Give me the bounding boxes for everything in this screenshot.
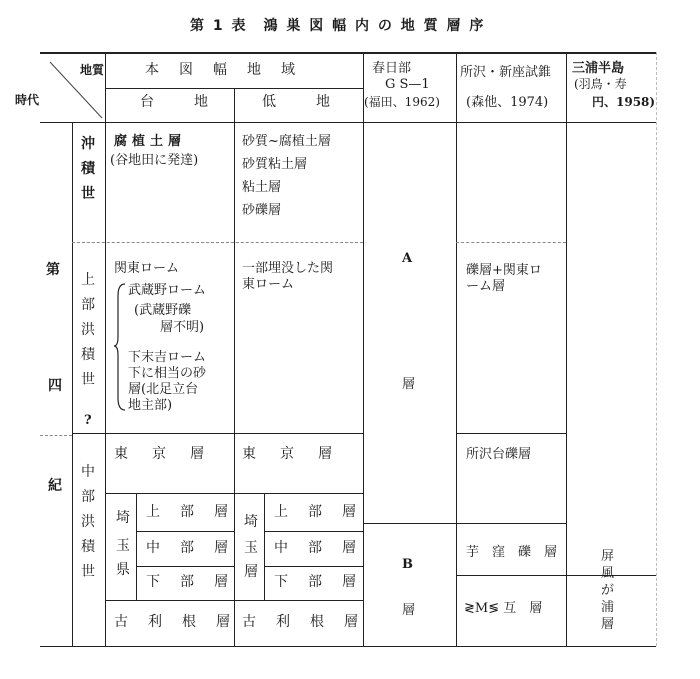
upper-teichi-2: 東ローム bbox=[242, 277, 295, 292]
middle-imokubo: 芋 窪 礫 層 bbox=[466, 545, 558, 560]
saitama-ken-1: 埼 bbox=[116, 510, 130, 526]
header-tokorozawa-1: 所沢・新座試錐 bbox=[460, 65, 552, 80]
kasukabe-a: A bbox=[402, 251, 413, 266]
epoch-joubu: 上部洪積世 bbox=[81, 272, 95, 388]
middle-joubu-teichi: 上 部 層 bbox=[274, 504, 359, 520]
header-daichi: 台 地 bbox=[140, 94, 212, 110]
saitama-ken-3: 県 bbox=[116, 562, 130, 578]
saitama-ken-2: 玉 bbox=[116, 538, 130, 554]
header-chishitsu: 地質 bbox=[80, 63, 105, 77]
header-kasukabe-2: G S—1 bbox=[385, 77, 430, 92]
header-miura-1: 三浦半島 bbox=[572, 61, 625, 76]
saitama-so-1: 埼 bbox=[244, 514, 258, 530]
middle-tokyo-daichi: 東 京 層 bbox=[114, 446, 209, 462]
middle-m-tagai: ≷M≶ 互 層 bbox=[464, 601, 543, 616]
epoch-chubu: 中部洪積世 bbox=[81, 464, 95, 580]
header-miura-3: 円、1958) bbox=[592, 95, 656, 109]
middle-kabu-daichi: 下 部 層 bbox=[146, 574, 231, 590]
kasukabe-b: B bbox=[402, 557, 413, 572]
middle-tone-daichi: 古 利 根 層 bbox=[114, 614, 233, 630]
upper-daichi-7: 層(北足立台 bbox=[128, 382, 199, 397]
middle-tone-teichi: 古 利 根 層 bbox=[242, 614, 361, 630]
middle-kabu-teichi: 下 部 層 bbox=[274, 574, 359, 590]
saitama-so-3: 層 bbox=[244, 564, 258, 580]
saitama-so-2: 玉 bbox=[244, 540, 258, 556]
table-title: 第 1 表 鴻 巣 図 幅 内 の 地 質 層 序 bbox=[190, 18, 486, 34]
header-kasukabe-1: 春日部 bbox=[372, 61, 412, 76]
epoch-chuseki: 沖積世 bbox=[81, 136, 95, 202]
header-tokorozawa-2: (森他、1974) bbox=[466, 95, 549, 110]
upper-teichi-1: 一部埋没した関 bbox=[242, 261, 334, 276]
middle-chubu-daichi: 中 部 層 bbox=[146, 540, 231, 556]
upper-daichi-1: 関東ローム bbox=[114, 261, 180, 276]
upper-daichi-4: 層不明) bbox=[160, 320, 205, 335]
middle-tokyo-teichi: 東 京 層 bbox=[242, 446, 337, 462]
header-kasukabe-3: (福田、1962) bbox=[364, 95, 440, 109]
header-miura-2: (羽鳥・寿 bbox=[574, 77, 627, 91]
alluvium-daichi-2: (谷地田に発達) bbox=[110, 153, 199, 168]
middle-byobu: 屏風が浦層 bbox=[600, 549, 614, 632]
alluvium-teichi-4: 砂礫層 bbox=[242, 203, 282, 218]
upper-daichi-2: 武蔵野ローム bbox=[128, 283, 207, 298]
upper-daichi-6: 下に相当の砂 bbox=[128, 366, 207, 381]
header-honzu: 本 図 幅 地 域 bbox=[145, 62, 298, 78]
era-ki: 紀 bbox=[48, 478, 62, 494]
bracket-icon bbox=[113, 282, 127, 412]
header-teichi: 低 地 bbox=[262, 94, 334, 110]
header-jidai: 時代 bbox=[15, 93, 40, 107]
middle-joubu-daichi: 上 部 層 bbox=[146, 504, 231, 520]
epoch-question: ? bbox=[84, 413, 92, 428]
middle-tokorozawa-dai: 所沢台礫層 bbox=[466, 447, 532, 462]
alluvium-daichi-1: 腐植土層 bbox=[114, 134, 187, 149]
era-shi: 四 bbox=[48, 378, 62, 394]
upper-tokorozawa-1: 礫層+関東ロ bbox=[466, 263, 542, 278]
alluvium-teichi-3: 粘土層 bbox=[242, 180, 282, 195]
kasukabe-b-so: 層 bbox=[402, 603, 416, 618]
upper-daichi-5: 下末吉ローム bbox=[128, 350, 207, 365]
alluvium-teichi-2: 砂質粘土層 bbox=[242, 157, 308, 172]
alluvium-teichi-1: 砂質~腐植土層 bbox=[242, 134, 331, 149]
middle-chubu-teichi: 中 部 層 bbox=[274, 540, 359, 556]
upper-tokorozawa-2: ーム層 bbox=[466, 279, 506, 294]
kasukabe-a-so: 層 bbox=[402, 377, 416, 392]
upper-daichi-8: 地主部) bbox=[128, 398, 173, 413]
upper-daichi-3: (武蔵野礫 bbox=[134, 303, 192, 318]
era-dai: 第 bbox=[46, 262, 60, 278]
